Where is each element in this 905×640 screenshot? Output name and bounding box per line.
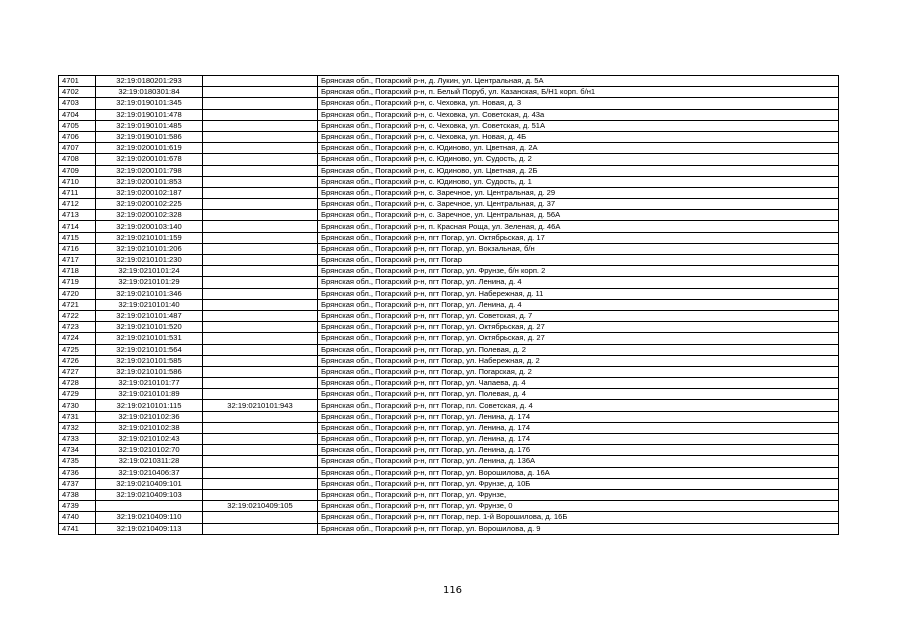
related-cadastral-number-cell — [203, 120, 318, 131]
table-row — [59, 389, 839, 400]
address-cell: Брянская обл., Погарский р-н, пгт Погар, ул. Фрунзе, 0 — [318, 501, 839, 512]
row-number-cell: 4735 — [59, 456, 96, 467]
row-number-cell: 4714 — [59, 221, 96, 232]
row-number-cell: 4727 — [59, 366, 96, 377]
table-row — [59, 154, 839, 165]
related-cadastral-number-cell — [203, 243, 318, 254]
table-row — [59, 344, 839, 355]
table-row — [59, 445, 839, 456]
table-row — [59, 277, 839, 288]
cadastral-number-cell: 32:19:0200101:619 — [96, 143, 203, 154]
address-cell: Брянская обл., Погарский р-н, с. Заречное, ул. Центральная, д. 37 — [318, 199, 839, 210]
cadastral-number-cell: 32:19:0210311:28 — [96, 456, 203, 467]
address-cell: Брянская обл., Погарский р-н, пгт Погар, ул. Ленина, д. 176 — [318, 445, 839, 456]
cadastral-number-cell: 32:19:0210101:346 — [96, 288, 203, 299]
table-row — [59, 378, 839, 389]
cadastral-number-cell: 32:19:0210102:43 — [96, 434, 203, 445]
cadastral-number-cell: 32:19:0210409:101 — [96, 478, 203, 489]
table-row — [59, 165, 839, 176]
address-cell: Брянская обл., Погарский р-н, пгт Погар, ул. Фрунзе, б/н корп. 2 — [318, 266, 839, 277]
related-cadastral-number-cell — [203, 165, 318, 176]
related-cadastral-number-cell — [203, 445, 318, 456]
cadastral-number-cell: 32:19:0200101:798 — [96, 165, 203, 176]
row-number-cell: 4709 — [59, 165, 96, 176]
address-cell: Брянская обл., Погарский р-н, пгт Погар, ул. Вокзальная, б/н — [318, 243, 839, 254]
cadastral-number-cell: 32:19:0180301:84 — [96, 87, 203, 98]
row-number-cell: 4705 — [59, 120, 96, 131]
address-cell: Брянская обл., Погарский р-н, с. Юдиново, ул. Цветная, д. 2А — [318, 143, 839, 154]
table-row — [59, 131, 839, 142]
table-row — [59, 299, 839, 310]
cadastral-number-cell: 32:19:0210409:110 — [96, 512, 203, 523]
related-cadastral-number-cell — [203, 434, 318, 445]
address-cell: Брянская обл., Погарский р-н, пгт Погар, ул. Ленина, д. 136А — [318, 456, 839, 467]
address-cell: Брянская обл., Погарский р-н, с. Чеховка, ул. Советская, д. 43а — [318, 109, 839, 120]
related-cadastral-number-cell — [203, 143, 318, 154]
related-cadastral-number-cell — [203, 467, 318, 478]
cadastral-number-cell: 32:19:0210101:159 — [96, 232, 203, 243]
related-cadastral-number-cell — [203, 266, 318, 277]
row-number-cell: 4723 — [59, 322, 96, 333]
address-cell: Брянская обл., Погарский р-н, п. Красная Роща, ул. Зеленая, д. 46А — [318, 221, 839, 232]
cadastral-number-cell: 32:19:0210102:38 — [96, 422, 203, 433]
row-number-cell: 4704 — [59, 109, 96, 120]
cadastral-number-cell: 32:19:0200101:853 — [96, 176, 203, 187]
cadastral-number-cell: 32:19:0210101:40 — [96, 299, 203, 310]
cadastral-number-cell: 32:19:0190101:586 — [96, 131, 203, 142]
cadastral-number-cell: 32:19:0210101:89 — [96, 389, 203, 400]
address-cell: Брянская обл., Погарский р-н, пгт Погар, ул. Ленина, д. 174 — [318, 434, 839, 445]
row-number-cell: 4740 — [59, 512, 96, 523]
cadastral-number-cell: 32:19:0210409:113 — [96, 523, 203, 534]
address-cell: Брянская обл., Погарский р-н, пгт Погар — [318, 255, 839, 266]
address-cell: Брянская обл., Погарский р-н, с. Чеховка, ул. Советская, д. 51А — [318, 120, 839, 131]
cadastral-number-cell: 32:19:0210101:520 — [96, 322, 203, 333]
table-row — [59, 98, 839, 109]
row-number-cell: 4730 — [59, 400, 96, 411]
cadastral-number-cell: 32:19:0200102:328 — [96, 210, 203, 221]
table-row — [59, 322, 839, 333]
table-row — [59, 355, 839, 366]
related-cadastral-number-cell — [203, 199, 318, 210]
row-number-cell: 4701 — [59, 76, 96, 87]
row-number-cell: 4728 — [59, 378, 96, 389]
table-row — [59, 310, 839, 321]
table-row — [59, 243, 839, 254]
table-row — [59, 411, 839, 422]
cadastral-number-cell: 32:19:0210409:103 — [96, 489, 203, 500]
related-cadastral-number-cell — [203, 355, 318, 366]
cadastral-number-cell: 32:19:0210101:77 — [96, 378, 203, 389]
row-number-cell: 4702 — [59, 87, 96, 98]
row-number-cell: 4719 — [59, 277, 96, 288]
table-row — [59, 199, 839, 210]
related-cadastral-number-cell: 32:19:0210101:943 — [203, 400, 318, 411]
address-cell: Брянская обл., Погарский р-н, с. Чеховка, ул. Новая, д. 4Б — [318, 131, 839, 142]
row-number-cell: 4711 — [59, 187, 96, 198]
table-row — [59, 456, 839, 467]
table-row — [59, 255, 839, 266]
address-cell: Брянская обл., Погарский р-н, пгт Погар, ул. Ворошилова, д. 16А — [318, 467, 839, 478]
related-cadastral-number-cell — [203, 299, 318, 310]
cadastral-number-cell: 32:19:0210101:230 — [96, 255, 203, 266]
table-row — [59, 434, 839, 445]
cadastral-number-cell: 32:19:0210101:531 — [96, 333, 203, 344]
cadastral-number-cell: 32:19:0210101:487 — [96, 310, 203, 321]
table-row — [59, 87, 839, 98]
address-cell: Брянская обл., Погарский р-н, пгт Погар, ул. Ленина, д. 4 — [318, 277, 839, 288]
cadastral-number-cell: 32:19:0200102:225 — [96, 199, 203, 210]
address-cell: Брянская обл., Погарский р-н, д. Лукин, ул. Центральная, д. 5А — [318, 76, 839, 87]
row-number-cell: 4741 — [59, 523, 96, 534]
related-cadastral-number-cell — [203, 221, 318, 232]
row-number-cell: 4710 — [59, 176, 96, 187]
related-cadastral-number-cell — [203, 333, 318, 344]
cadastral-number-cell: 32:19:0190101:485 — [96, 120, 203, 131]
row-number-cell: 4715 — [59, 232, 96, 243]
related-cadastral-number-cell — [203, 210, 318, 221]
row-number-cell: 4716 — [59, 243, 96, 254]
address-cell: Брянская обл., Погарский р-н, пгт Погар, ул. Фрунзе, — [318, 489, 839, 500]
cadastral-number-cell: 32:19:0210101:585 — [96, 355, 203, 366]
row-number-cell: 4718 — [59, 266, 96, 277]
address-cell: Брянская обл., Погарский р-н, пгт Погар, ул. Ленина, д. 4 — [318, 299, 839, 310]
row-number-cell: 4734 — [59, 445, 96, 456]
address-cell: Брянская обл., Погарский р-н, пгт Погар, ул. Полевая, д. 2 — [318, 344, 839, 355]
cadastral-number-cell — [96, 501, 203, 512]
row-number-cell: 4738 — [59, 489, 96, 500]
address-cell: Брянская обл., Погарский р-н, пгт Погар, ул. Погарская, д. 2 — [318, 366, 839, 377]
cadastral-number-cell: 32:19:0210101:586 — [96, 366, 203, 377]
row-number-cell: 4717 — [59, 255, 96, 266]
related-cadastral-number-cell — [203, 277, 318, 288]
cadastral-number-cell: 32:19:0210406:37 — [96, 467, 203, 478]
address-cell: Брянская обл., Погарский р-н, с. Заречное, ул. Центральная, д. 29 — [318, 187, 839, 198]
row-number-cell: 4707 — [59, 143, 96, 154]
address-cell: Брянская обл., Погарский р-н, с. Юдиново, ул. Цветная, д. 2Б — [318, 165, 839, 176]
row-number-cell: 4733 — [59, 434, 96, 445]
address-cell: Брянская обл., Погарский р-н, пгт Погар, ул. Фрунзе, д. 10Б — [318, 478, 839, 489]
related-cadastral-number-cell — [203, 378, 318, 389]
address-cell: Брянская обл., Погарский р-н, с. Заречное, ул. Центральная, д. 56А — [318, 210, 839, 221]
table-row — [59, 333, 839, 344]
row-number-cell: 4737 — [59, 478, 96, 489]
address-cell: Брянская обл., Погарский р-н, с. Юдиново, ул. Судость, д. 2 — [318, 154, 839, 165]
table-row — [59, 187, 839, 198]
table-row — [59, 288, 839, 299]
row-number-cell: 4739 — [59, 501, 96, 512]
table-row — [59, 176, 839, 187]
related-cadastral-number-cell — [203, 389, 318, 400]
address-cell: Брянская обл., Погарский р-н, пгт Погар, ул. Октябрьская, д. 27 — [318, 333, 839, 344]
related-cadastral-number-cell — [203, 489, 318, 500]
related-cadastral-number-cell — [203, 98, 318, 109]
row-number-cell: 4724 — [59, 333, 96, 344]
table-row — [59, 266, 839, 277]
row-number-cell: 4721 — [59, 299, 96, 310]
row-number-cell: 4708 — [59, 154, 96, 165]
related-cadastral-number-cell — [203, 422, 318, 433]
row-number-cell: 4726 — [59, 355, 96, 366]
page-number: 116 — [442, 585, 463, 596]
row-number-cell: 4703 — [59, 98, 96, 109]
table-row — [59, 467, 839, 478]
row-number-cell: 4722 — [59, 310, 96, 321]
cadastral-number-cell: 32:19:0210101:115 — [96, 400, 203, 411]
row-number-cell: 4713 — [59, 210, 96, 221]
related-cadastral-number-cell — [203, 154, 318, 165]
cadastral-number-cell: 32:19:0210102:70 — [96, 445, 203, 456]
row-number-cell: 4729 — [59, 389, 96, 400]
row-number-cell: 4725 — [59, 344, 96, 355]
cadastral-number-cell: 32:19:0200103:140 — [96, 221, 203, 232]
address-cell: Брянская обл., Погарский р-н, с. Юдиново, ул. Судость, д. 1 — [318, 176, 839, 187]
address-cell: Брянская обл., Погарский р-н, пгт Погар, ул. Набережная, д. 2 — [318, 355, 839, 366]
related-cadastral-number-cell — [203, 109, 318, 120]
table-row — [59, 422, 839, 433]
related-cadastral-number-cell — [203, 255, 318, 266]
cadastral-number-cell: 32:19:0210101:206 — [96, 243, 203, 254]
address-cell: Брянская обл., Погарский р-н, п. Белый Поруб, ул. Казанская, Б/Н1 корп. б/н1 — [318, 87, 839, 98]
table-row — [59, 512, 839, 523]
cadastral-number-cell: 32:19:0200102:187 — [96, 187, 203, 198]
related-cadastral-number-cell — [203, 131, 318, 142]
address-cell: Брянская обл., Погарский р-н, с. Чеховка, ул. Новая, д. 3 — [318, 98, 839, 109]
table-row — [59, 501, 839, 512]
table-row — [59, 210, 839, 221]
related-cadastral-number-cell — [203, 176, 318, 187]
row-number-cell: 4736 — [59, 467, 96, 478]
address-cell: Брянская обл., Погарский р-н, пгт Погар, ул. Октябрьская, д. 17 — [318, 232, 839, 243]
related-cadastral-number-cell — [203, 76, 318, 87]
table-row — [59, 478, 839, 489]
table-row — [59, 120, 839, 131]
address-cell: Брянская обл., Погарский р-н, пгт Погар, ул. Ворошилова, д. 9 — [318, 523, 839, 534]
address-cell: Брянская обл., Погарский р-н, пгт Погар, ул. Ленина, д. 174 — [318, 422, 839, 433]
related-cadastral-number-cell — [203, 366, 318, 377]
related-cadastral-number-cell — [203, 322, 318, 333]
address-cell: Брянская обл., Погарский р-н, пгт Погар, пл. Советская, д. 4 — [318, 400, 839, 411]
address-cell: Брянская обл., Погарский р-н, пгт Погар, ул. Ленина, д. 174 — [318, 411, 839, 422]
table-row — [59, 221, 839, 232]
cadastral-number-cell: 32:19:0190101:345 — [96, 98, 203, 109]
related-cadastral-number-cell — [203, 87, 318, 98]
row-number-cell: 4706 — [59, 131, 96, 142]
table-row — [59, 232, 839, 243]
table-row — [59, 400, 839, 411]
table-row — [59, 366, 839, 377]
address-cell: Брянская обл., Погарский р-н, пгт Погар, пер. 1-й Ворошилова, д. 16Б — [318, 512, 839, 523]
row-number-cell: 4732 — [59, 422, 96, 433]
related-cadastral-number-cell — [203, 478, 318, 489]
related-cadastral-number-cell — [203, 456, 318, 467]
address-cell: Брянская обл., Погарский р-н, пгт Погар, ул. Полевая, д. 4 — [318, 389, 839, 400]
cadastral-number-cell: 32:19:0200101:678 — [96, 154, 203, 165]
row-number-cell: 4720 — [59, 288, 96, 299]
table-row — [59, 109, 839, 120]
property-registry-table — [58, 75, 839, 535]
cadastral-number-cell: 32:19:0190101:478 — [96, 109, 203, 120]
address-cell: Брянская обл., Погарский р-н, пгт Погар, ул. Октябрьская, д. 27 — [318, 322, 839, 333]
cadastral-number-cell: 32:19:0210101:24 — [96, 266, 203, 277]
table-row — [59, 489, 839, 500]
related-cadastral-number-cell: 32:19:0210409:105 — [203, 501, 318, 512]
related-cadastral-number-cell — [203, 411, 318, 422]
table-body — [59, 76, 839, 535]
row-number-cell: 4731 — [59, 411, 96, 422]
address-cell: Брянская обл., Погарский р-н, пгт Погар, ул. Советская, д. 7 — [318, 310, 839, 321]
related-cadastral-number-cell — [203, 310, 318, 321]
table-row — [59, 143, 839, 154]
table-row — [59, 76, 839, 87]
cadastral-number-cell: 32:19:0210101:29 — [96, 277, 203, 288]
table-row — [59, 523, 839, 534]
related-cadastral-number-cell — [203, 187, 318, 198]
related-cadastral-number-cell — [203, 232, 318, 243]
cadastral-number-cell: 32:19:0180201:293 — [96, 76, 203, 87]
address-cell: Брянская обл., Погарский р-н, пгт Погар, ул. Набережная, д. 11 — [318, 288, 839, 299]
address-cell: Брянская обл., Погарский р-н, пгт Погар, ул. Чапаева, д. 4 — [318, 378, 839, 389]
cadastral-number-cell: 32:19:0210101:564 — [96, 344, 203, 355]
related-cadastral-number-cell — [203, 512, 318, 523]
related-cadastral-number-cell — [203, 288, 318, 299]
row-number-cell: 4712 — [59, 199, 96, 210]
cadastral-number-cell: 32:19:0210102:36 — [96, 411, 203, 422]
related-cadastral-number-cell — [203, 523, 318, 534]
related-cadastral-number-cell — [203, 344, 318, 355]
